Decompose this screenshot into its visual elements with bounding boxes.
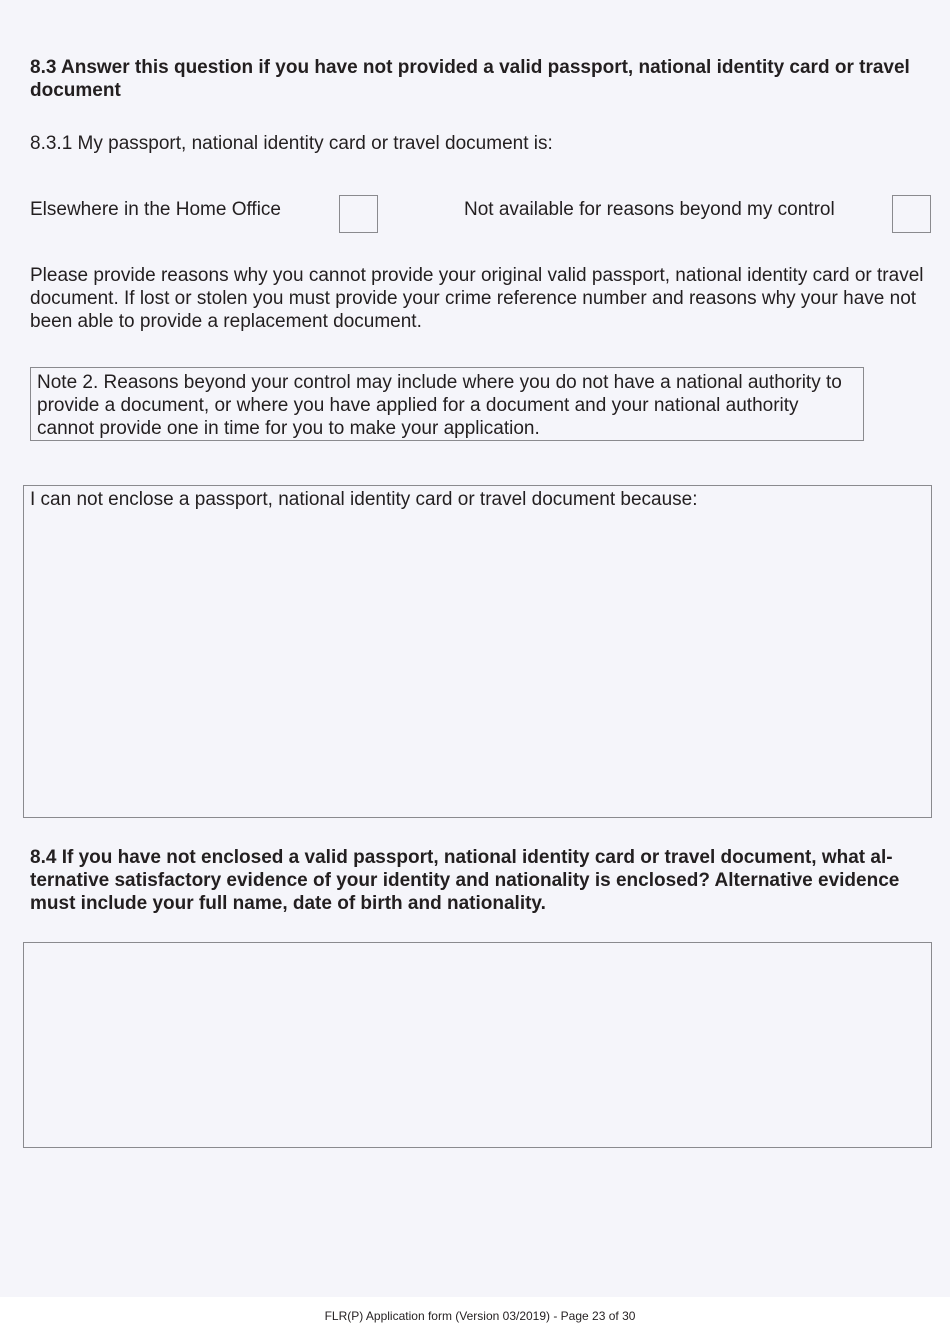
question-8-3-1-label: 8.3.1 My passport, national identity card or travel document is: <box>30 133 553 154</box>
evidence-input[interactable] <box>24 943 931 1145</box>
home-office-checkbox[interactable] <box>339 195 378 233</box>
reason-input[interactable] <box>24 513 931 813</box>
evidence-answer-box <box>23 942 932 1148</box>
reasons-instructions: Please provide reasons why you cannot provide your original valid passport, national identity card or travel document. If lost or stolen you must provide your crime reference number and reasons why your have not been able to provide a replacement document. <box>30 265 924 332</box>
reason-answer-box <box>23 485 932 818</box>
section-8-4-heading: 8.4 If you have not enclosed a valid passport, national identity card or travel document, what alternative satisfactory evidence of your identity and nationality is enclosed? Alternative evidence must include your full name, date of birth and nationality. <box>30 847 900 914</box>
page-footer: FLR(P) Application form (Version 03/2019) - Page 23 of 30 <box>324 1309 636 1323</box>
section-8-3-heading: 8.3 Answer this question if you have not provided a valid passport, national identity card or travel document <box>30 57 910 101</box>
option-beyond-control-label: Not available for reasons beyond my control <box>464 199 835 220</box>
note-2-box: Note 2. Reasons beyond your control may include where you do not have a national authority to provide a document, or where you have applied for a document and your national authority cannot provide one in time for you to make your application. <box>30 367 864 441</box>
beyond-control-checkbox[interactable] <box>892 195 931 233</box>
option-home-office-label: Elsewhere in the Home Office <box>30 199 281 220</box>
reason-prompt-label: I can not enclose a passport, national identity card or travel document because: <box>30 489 698 510</box>
